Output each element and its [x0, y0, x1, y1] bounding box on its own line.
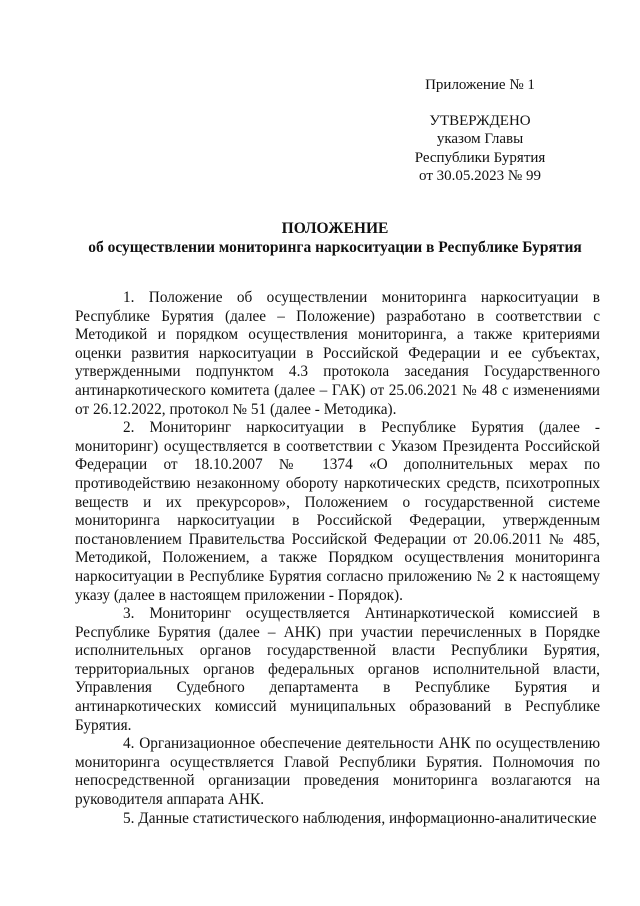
- paragraph-4: 4. Организационное обеспечение деятельности АНК по осуществлению мониторинга осуществляется Главой Республики Бурятия. Полномочия по непосредственной организации проведения мониторинга возлагаются на руководителя аппарата АНК.: [75, 735, 600, 809]
- paragraph-1: 1. Положение об осуществлении мониторинга наркоситуации в Республике Бурятия (далее – Положение) разработано в соответствии с Методикой и порядком осуществления мониторинга, а также критериями оценки развития наркоситуации в Российской Федерации и ее субъектах, утвержденными подпунктом 4.3 протокола заседания Государственного антинаркотического комитета (далее – ГАК) от 25.06.2021 № 48 с изменениями от 26.12.2022, протокол № 51 (далее - Методика).: [75, 289, 600, 418]
- republic-label: Республики Бурятия: [414, 149, 546, 166]
- paragraph-3: 3. Мониторинг осуществляется Антинаркотической комиссией в Республике Бурятия (далее – АНК) при участии перечисленных в Порядке исполнительных органов государственной власти Республики Бурятия, территориальных органов федеральных органов исполнительной власти, Управления Судебного департамента в Республике Бурятия и антинаркотических комиссий муниципальных образований в Республике Бурятия.: [75, 605, 600, 734]
- approval-header: [380, 76, 580, 186]
- title-main: ПОЛОЖЕНИЕ: [281, 220, 389, 237]
- document-body: [75, 289, 600, 828]
- paragraph-5: 5. Данные статистического наблюдения, информационно-аналитические: [123, 809, 597, 827]
- document-title: [40, 219, 630, 257]
- approved-label: УТВЕРЖДЕНО: [429, 112, 531, 129]
- decree-date-label: от 30.05.2023 № 99: [419, 168, 541, 184]
- title-subtitle: об осуществлении мониторинга наркоситуации в Республике Бурятия: [88, 239, 582, 256]
- paragraph-2: 2. Мониторинг наркоситуации в Республике Бурятия (далее - мониторинг) осуществляется в соответствии с Указом Президента Российской Федерации от 18.10.2007 № 1374 «О дополнительных мерах по противодействию незаконному обороту наркотических средств, психотропных веществ и их прекурсоров», Положением о государственной системе мониторинга наркоситуации в Российской Федерации, утвержденным постановлением Правительства Российской Федерации от 20.06.2011 № 485, Методикой, Положением, а также Порядком осуществления мониторинга наркоситуации в Республике Бурятия согласно приложению № 2 к настоящему указу (далее в настоящем приложении - Порядок).: [75, 419, 600, 604]
- appendix-label: Приложение № 1: [425, 77, 535, 93]
- decree-by-label: указом Главы: [436, 131, 524, 147]
